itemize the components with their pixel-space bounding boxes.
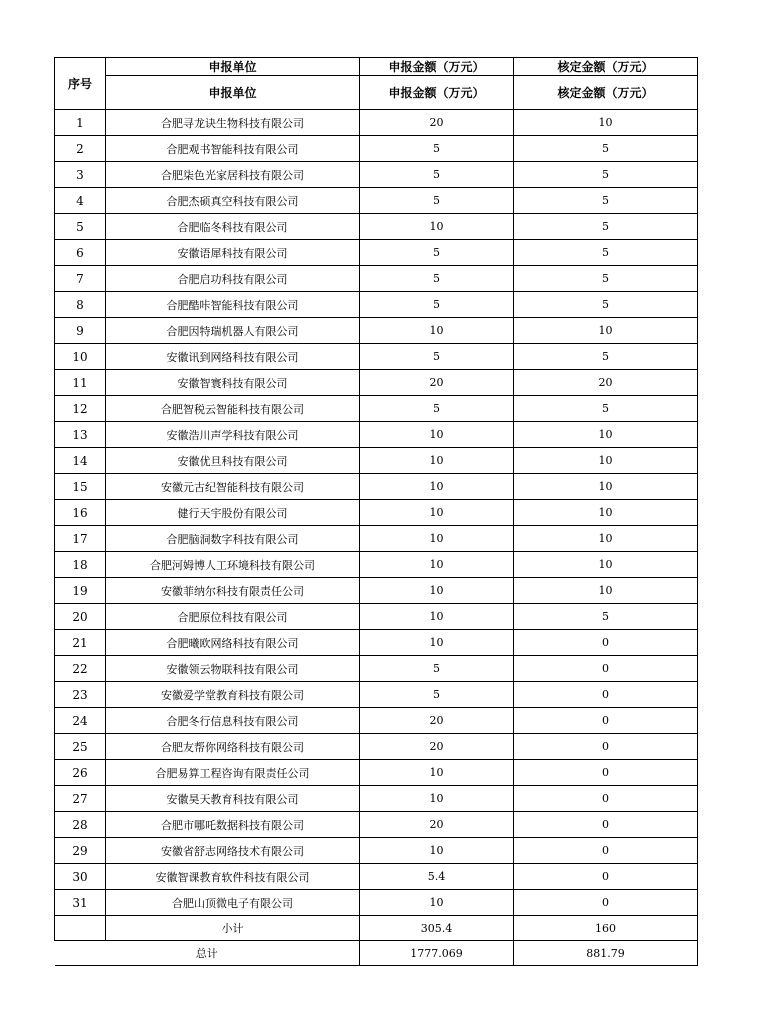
row-approved: 0 [514, 864, 698, 890]
row-index: 25 [55, 734, 106, 760]
row-declared: 5 [360, 240, 514, 266]
row-index: 20 [55, 604, 106, 630]
subtotal-declared: 305.4 [360, 916, 514, 941]
row-approved: 0 [514, 708, 698, 734]
row-approved: 5 [514, 292, 698, 318]
row-declared: 5.4 [360, 864, 514, 890]
row-approved: 5 [514, 188, 698, 214]
row-unit-name: 合肥曦欧网络科技有限公司 [106, 630, 360, 656]
row-index: 4 [55, 188, 106, 214]
row-unit-name: 安徽爱学堂教育科技有限公司 [106, 682, 360, 708]
table-row [55, 864, 698, 890]
row-approved: 0 [514, 630, 698, 656]
row-unit-name: 合肥冬行信息科技有限公司 [106, 708, 360, 734]
row-unit-name: 合肥河姆博人工环境科技有限公司 [106, 552, 360, 578]
row-index: 3 [55, 162, 106, 188]
row-declared: 10 [360, 838, 514, 864]
row-index: 22 [55, 656, 106, 682]
table-row [55, 604, 698, 630]
header-index: 序号 [55, 58, 106, 110]
row-declared: 10 [360, 630, 514, 656]
row-index: 1 [55, 110, 106, 136]
row-index: 9 [55, 318, 106, 344]
table-row [55, 214, 698, 240]
row-approved: 10 [514, 448, 698, 474]
table-row [55, 162, 698, 188]
row-index: 6 [55, 240, 106, 266]
row-index: 13 [55, 422, 106, 448]
row-unit-name: 合肥友帮你网络科技有限公司 [106, 734, 360, 760]
table-row [55, 838, 698, 864]
row-index: 26 [55, 760, 106, 786]
row-index: 2 [55, 136, 106, 162]
row-unit-name: 合肥酷咔智能科技有限公司 [106, 292, 360, 318]
row-declared: 5 [360, 162, 514, 188]
row-approved: 0 [514, 786, 698, 812]
table-row [55, 292, 698, 318]
subtotal-row [55, 916, 698, 941]
row-approved: 5 [514, 136, 698, 162]
row-declared: 20 [360, 708, 514, 734]
row-index: 21 [55, 630, 106, 656]
table-row [55, 448, 698, 474]
row-index: 5 [55, 214, 106, 240]
row-index: 27 [55, 786, 106, 812]
header-declared: 申报金额（万元） [360, 58, 514, 76]
row-index: 8 [55, 292, 106, 318]
row-declared: 20 [360, 110, 514, 136]
row-declared: 10 [360, 448, 514, 474]
row-unit-name: 合肥市哪吒数据科技有限公司 [106, 812, 360, 838]
row-declared: 10 [360, 474, 514, 500]
row-declared: 5 [360, 396, 514, 422]
table-row [55, 656, 698, 682]
table-row [55, 422, 698, 448]
row-declared: 10 [360, 604, 514, 630]
table-row [55, 630, 698, 656]
row-approved: 10 [514, 318, 698, 344]
total-approved: 881.79 [514, 941, 698, 966]
row-declared: 10 [360, 552, 514, 578]
subtotal-index-cell [55, 916, 106, 941]
row-unit-name: 合肥临冬科技有限公司 [106, 214, 360, 240]
table-row [55, 188, 698, 214]
row-unit-name: 合肥启功科技有限公司 [106, 266, 360, 292]
row-index: 17 [55, 526, 106, 552]
header-unit-2: 申报单位 [106, 76, 360, 110]
table-row [55, 578, 698, 604]
funding-table [54, 57, 698, 966]
row-declared: 20 [360, 812, 514, 838]
row-unit-name: 安徽元古纪智能科技有限公司 [106, 474, 360, 500]
row-unit-name: 安徽昊天教育科技有限公司 [106, 786, 360, 812]
row-index: 29 [55, 838, 106, 864]
row-unit-name: 合肥因特瑞机器人有限公司 [106, 318, 360, 344]
table-row [55, 526, 698, 552]
table-row [55, 474, 698, 500]
row-unit-name: 合肥智税云智能科技有限公司 [106, 396, 360, 422]
table-row [55, 370, 698, 396]
row-index: 12 [55, 396, 106, 422]
row-declared: 10 [360, 214, 514, 240]
table-row [55, 136, 698, 162]
row-declared: 5 [360, 292, 514, 318]
header-declared-2: 申报金额（万元） [360, 76, 514, 110]
row-approved: 0 [514, 760, 698, 786]
table-row [55, 318, 698, 344]
row-declared: 20 [360, 370, 514, 396]
row-index: 19 [55, 578, 106, 604]
row-unit-name: 合肥杰硕真空科技有限公司 [106, 188, 360, 214]
table-row [55, 734, 698, 760]
table-row [55, 760, 698, 786]
row-declared: 10 [360, 760, 514, 786]
row-approved: 5 [514, 240, 698, 266]
row-declared: 10 [360, 500, 514, 526]
row-unit-name: 合肥寻龙诀生物科技有限公司 [106, 110, 360, 136]
row-unit-name: 安徽智寰科技有限公司 [106, 370, 360, 396]
row-declared: 5 [360, 136, 514, 162]
row-approved: 5 [514, 162, 698, 188]
row-unit-name: 合肥脑洞数字科技有限公司 [106, 526, 360, 552]
table-row [55, 344, 698, 370]
row-declared: 10 [360, 890, 514, 916]
row-approved: 5 [514, 214, 698, 240]
row-approved: 20 [514, 370, 698, 396]
row-index: 18 [55, 552, 106, 578]
row-unit-name: 安徽智课教育软件科技有限公司 [106, 864, 360, 890]
header-row-2 [55, 76, 698, 110]
table-row [55, 396, 698, 422]
row-unit-name: 安徽省舒志网络技术有限公司 [106, 838, 360, 864]
row-unit-name: 安徽语犀科技有限公司 [106, 240, 360, 266]
row-approved: 0 [514, 890, 698, 916]
row-index: 16 [55, 500, 106, 526]
header-approved: 核定金额（万元） [514, 58, 698, 76]
row-approved: 10 [514, 110, 698, 136]
row-approved: 10 [514, 552, 698, 578]
table-row [55, 890, 698, 916]
row-approved: 10 [514, 578, 698, 604]
subtotal-approved: 160 [514, 916, 698, 941]
row-index: 31 [55, 890, 106, 916]
table-row [55, 500, 698, 526]
header-approved-2: 核定金额（万元） [514, 76, 698, 110]
row-unit-name: 合肥柒色光家居科技有限公司 [106, 162, 360, 188]
row-declared: 10 [360, 318, 514, 344]
row-declared: 10 [360, 422, 514, 448]
row-approved: 5 [514, 266, 698, 292]
row-index: 15 [55, 474, 106, 500]
row-unit-name: 合肥观书智能科技有限公司 [106, 136, 360, 162]
row-approved: 10 [514, 526, 698, 552]
row-approved: 10 [514, 500, 698, 526]
table-row [55, 682, 698, 708]
row-unit-name: 安徽优旦科技有限公司 [106, 448, 360, 474]
row-unit-name: 健行天宇股份有限公司 [106, 500, 360, 526]
row-declared: 5 [360, 344, 514, 370]
table-row [55, 786, 698, 812]
row-index: 30 [55, 864, 106, 890]
header-row [55, 58, 698, 76]
row-index: 28 [55, 812, 106, 838]
row-declared: 5 [360, 682, 514, 708]
row-declared: 10 [360, 786, 514, 812]
table-row [55, 110, 698, 136]
table-row [55, 812, 698, 838]
total-row [55, 941, 698, 966]
row-approved: 0 [514, 838, 698, 864]
row-unit-name: 安徽菲纳尔科技有限责任公司 [106, 578, 360, 604]
row-declared: 5 [360, 266, 514, 292]
row-approved: 5 [514, 604, 698, 630]
row-declared: 10 [360, 526, 514, 552]
row-approved: 10 [514, 422, 698, 448]
header-unit: 申报单位 [106, 58, 360, 76]
row-index: 10 [55, 344, 106, 370]
row-unit-name: 安徽讯到网络科技有限公司 [106, 344, 360, 370]
table-row [55, 266, 698, 292]
table-row [55, 708, 698, 734]
row-unit-name: 安徽领云物联科技有限公司 [106, 656, 360, 682]
row-declared: 5 [360, 188, 514, 214]
row-declared: 5 [360, 656, 514, 682]
row-unit-name: 合肥易算工程咨询有限责任公司 [106, 760, 360, 786]
table-row [55, 552, 698, 578]
row-index: 7 [55, 266, 106, 292]
row-approved: 0 [514, 734, 698, 760]
row-unit-name: 安徽浩川声学科技有限公司 [106, 422, 360, 448]
row-declared: 20 [360, 734, 514, 760]
row-approved: 0 [514, 812, 698, 838]
row-unit-name: 合肥原位科技有限公司 [106, 604, 360, 630]
row-approved: 5 [514, 396, 698, 422]
subtotal-label: 小计 [106, 916, 360, 941]
row-unit-name: 合肥山顶微电子有限公司 [106, 890, 360, 916]
row-index: 14 [55, 448, 106, 474]
row-approved: 0 [514, 656, 698, 682]
row-index: 24 [55, 708, 106, 734]
row-approved: 0 [514, 682, 698, 708]
row-index: 11 [55, 370, 106, 396]
row-approved: 5 [514, 344, 698, 370]
row-declared: 10 [360, 578, 514, 604]
table-row [55, 240, 698, 266]
total-declared: 1777.069 [360, 941, 514, 966]
total-label: 总计 [55, 941, 360, 966]
row-index: 23 [55, 682, 106, 708]
row-approved: 10 [514, 474, 698, 500]
